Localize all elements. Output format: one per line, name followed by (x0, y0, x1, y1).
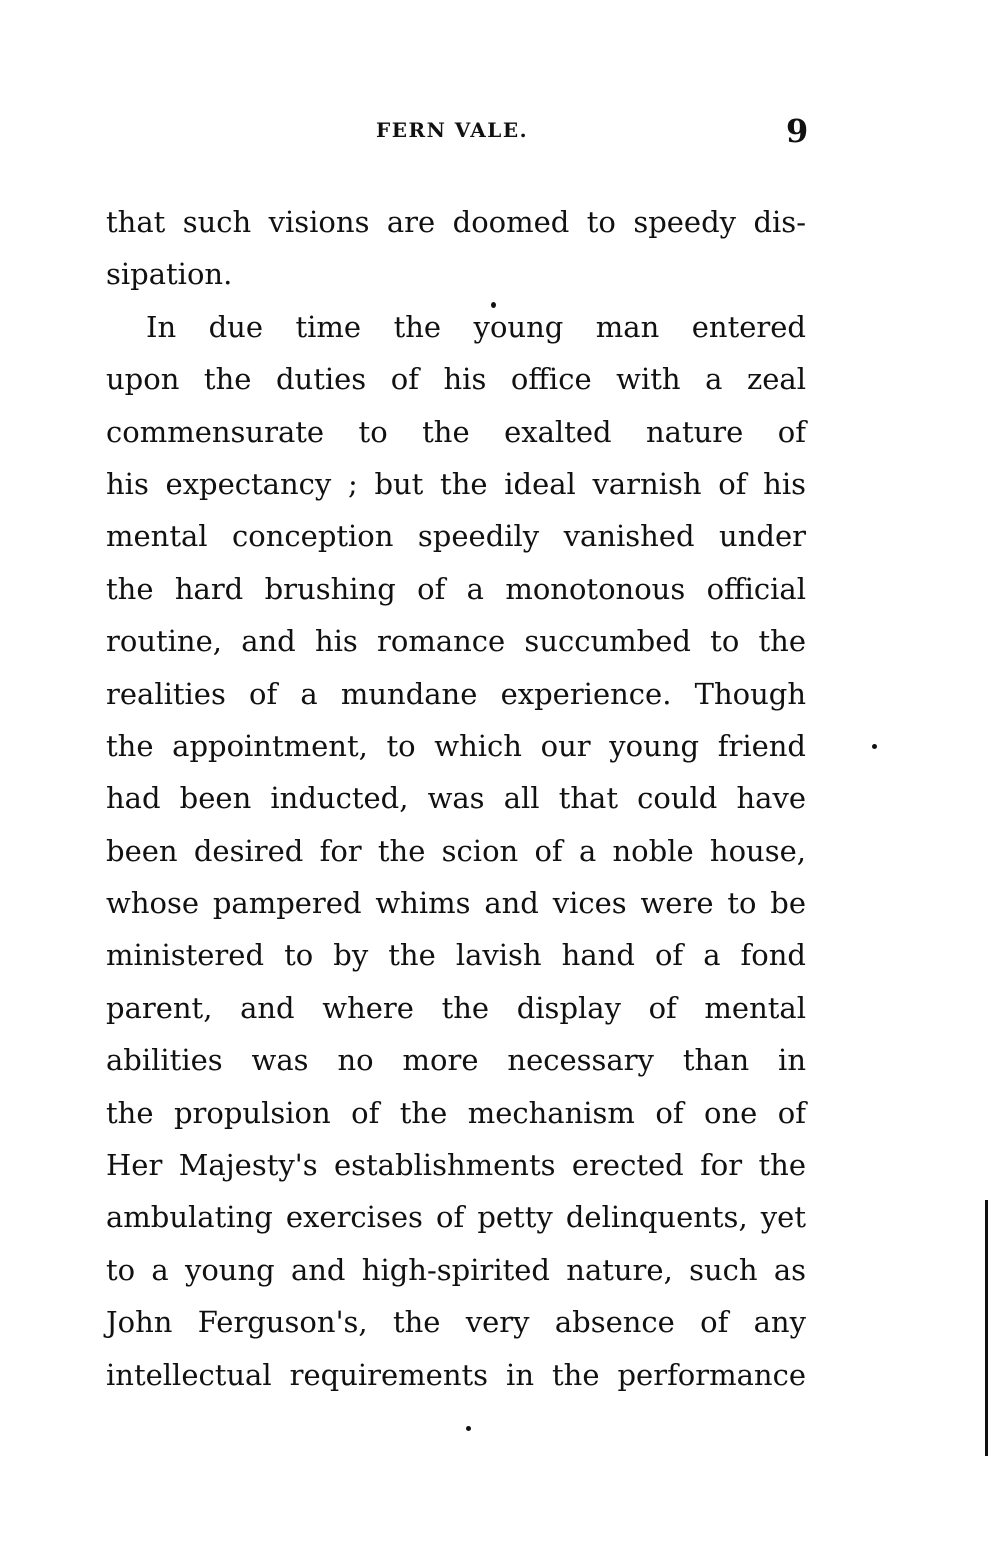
text-line: routine, and his romance succumbed to the (106, 624, 806, 659)
text-line: commensurate to the exalted nature of (106, 414, 806, 449)
text-line: John Ferguson's, the very absence of any (106, 1305, 806, 1340)
text-line: In due time the young man entered (146, 309, 806, 344)
ink-speck (872, 744, 877, 749)
text-line: ambulating exercises of petty delinquents, yet (106, 1200, 806, 1235)
ink-speck (466, 1426, 471, 1431)
text-line: sipation. (106, 257, 233, 292)
text-line: realities of a mundane experience. Though (106, 676, 806, 711)
running-title: FERN VALE. (376, 118, 529, 142)
page-header (0, 112, 1000, 152)
text-line: Her Majesty's establishments erected for the (106, 1148, 806, 1183)
text-line: ministered to by the lavish hand of a fond (106, 938, 806, 973)
text-line: parent, and where the display of mental (106, 990, 806, 1025)
text-line: upon the duties of his office with a zeal (106, 362, 806, 397)
scan-edge-line (985, 1200, 988, 1456)
text-line: his expectancy ; but the ideal varnish of his (106, 466, 806, 501)
text-line: the appointment, to which our young friend (106, 728, 806, 763)
text-line: intellectual requirements in the performance (106, 1357, 806, 1392)
text-line: the hard brushing of a monotonous official (106, 571, 806, 606)
text-line: abilities was no more necessary than in (106, 1043, 806, 1078)
page-number: 9 (786, 112, 809, 150)
body-text (106, 196, 806, 1401)
text-line: been desired for the scion of a noble house, (106, 833, 806, 868)
text-line: the propulsion of the mechanism of one of (106, 1095, 806, 1130)
text-line: had been inducted, was all that could have (106, 781, 806, 816)
text-line: mental conception speedily vanished under (106, 519, 806, 554)
text-line: that such visions are doomed to speedy dis- (106, 205, 806, 239)
text-line: whose pampered whims and vices were to be (106, 886, 806, 921)
ink-speck (491, 302, 496, 308)
text-line: to a young and high-spirited nature, such as (106, 1252, 806, 1287)
